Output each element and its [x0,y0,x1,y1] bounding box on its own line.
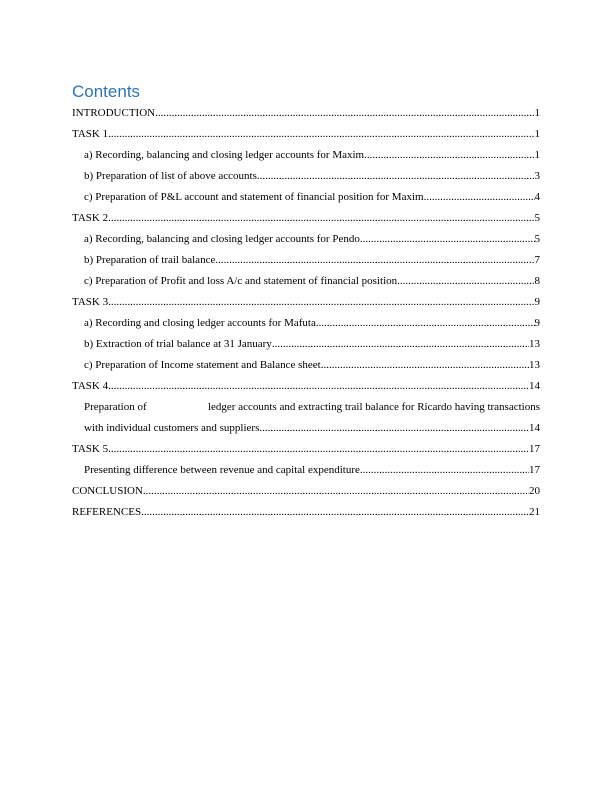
toc-dot-leader [321,355,529,376]
toc-entry-task-3-a[interactable] [72,313,540,334]
toc-dot-leader [108,376,529,397]
toc-entry-task-3[interactable] [72,292,540,313]
toc-entry-label: TASK 4 [72,380,109,392]
toc-entry-references[interactable] [72,502,540,523]
toc-dot-leader [108,208,534,229]
toc-entry-label: b) Extraction of trial balance at 31 January [84,338,272,350]
toc-page-number: 5 [534,233,540,245]
toc-entry-task-3-b[interactable] [72,334,540,355]
toc-dot-leader [215,250,534,271]
toc-entry-label: INTRODUCTION [72,107,156,119]
toc-dot-leader [155,103,534,124]
toc-page-number: 20 [529,485,540,497]
toc-page-number: 13 [529,338,540,350]
toc-entry-label: a) Recording, balancing and closing ledger accounts for Pendo [84,233,360,245]
toc-entry-task-2-b[interactable] [72,250,540,271]
toc-page-number: 1 [534,149,540,161]
toc-dot-leader [360,229,535,250]
toc-entry-task-4[interactable] [72,376,540,397]
toc-entry-label: CONCLUSION [72,485,143,497]
toc-entry-label: TASK 5 [72,443,109,455]
toc-page-number: 8 [534,275,540,287]
toc-entry-task-1[interactable] [72,124,540,145]
toc-entry-label: b) Preparation of list of above accounts [84,170,257,182]
toc-entry-second-line [72,418,540,439]
toc-page-number: 5 [534,212,540,224]
toc-entry-task-3-c[interactable] [72,355,540,376]
toc-entry-label: REFERENCES [72,506,142,518]
toc-entry-task-1-a[interactable] [72,145,540,166]
toc-dot-leader [108,439,529,460]
toc-entry-label: with individual customers and suppliers [84,422,260,434]
toc-entry-label: c) Preparation of P&L account and statement of financial position for Maxim [84,191,424,203]
toc-entry-label: c) Preparation of Profit and loss A/c and statement of financial position [84,275,398,287]
toc-dot-leader [316,313,535,334]
toc-entry-first-line [72,397,540,418]
toc-dot-leader [272,334,529,355]
toc-entry-label: a) Recording, balancing and closing ledger accounts for Maxim [84,149,365,161]
toc-dot-leader [141,502,529,523]
toc-page-number: 13 [529,359,540,371]
toc-entry-task-2-c[interactable] [72,271,540,292]
toc-entry-label: TASK 1 [72,128,109,140]
toc-entry-task-1-c[interactable] [72,187,540,208]
toc-entry-task-5-revenue-capital[interactable] [72,460,540,481]
toc-dot-leader [364,145,534,166]
toc-entry-task-1-b[interactable] [72,166,540,187]
toc-entry-label: TASK 3 [72,296,109,308]
toc-entry-task-4-ledger[interactable] [72,397,540,439]
toc-page-number: 14 [529,422,540,434]
toc-page-number: 4 [534,191,540,203]
toc-entry-label: c) Preparation of Income statement and Balance sheet [84,359,321,371]
toc-entry-task-2-a[interactable] [72,229,540,250]
toc-entry-label: b) Preparation of trail balance [84,254,216,266]
toc-page-number: 21 [529,506,540,518]
toc-entry-introduction[interactable] [72,103,540,124]
toc-page-number: 14 [529,380,540,392]
toc-dot-leader [397,271,534,292]
toc-page-number: 1 [534,107,540,119]
toc-entry-label-part: ledger accounts and extracting trail balance for Ricardo having transactions [207,401,540,413]
toc-page-number: 17 [529,464,540,476]
toc-page-number: 17 [529,443,540,455]
toc-entry-task-2[interactable] [72,208,540,229]
toc-page-number: 3 [534,170,540,182]
toc-dot-leader [360,460,529,481]
toc-entry-label-part: Preparation of [84,401,147,413]
toc-entry-task-5[interactable] [72,439,540,460]
toc-dot-leader [257,166,535,187]
table-of-contents [72,103,540,523]
toc-entry-conclusion[interactable] [72,481,540,502]
toc-page-number: 9 [534,317,540,329]
toc-page-number: 7 [534,254,540,266]
toc-page-number: 9 [534,296,540,308]
toc-dot-leader [424,187,535,208]
toc-entry-label: Presenting difference between revenue and capital expenditure [84,464,360,476]
toc-page-number: 1 [534,128,540,140]
toc-dot-leader [108,292,534,313]
toc-dot-leader [259,418,529,439]
toc-entry-label: TASK 2 [72,212,109,224]
toc-entry-label: a) Recording and closing ledger accounts for Mafuta [84,317,316,329]
page-title: Contents [72,82,141,101]
toc-dot-leader [143,481,529,502]
toc-dot-leader [108,124,534,145]
